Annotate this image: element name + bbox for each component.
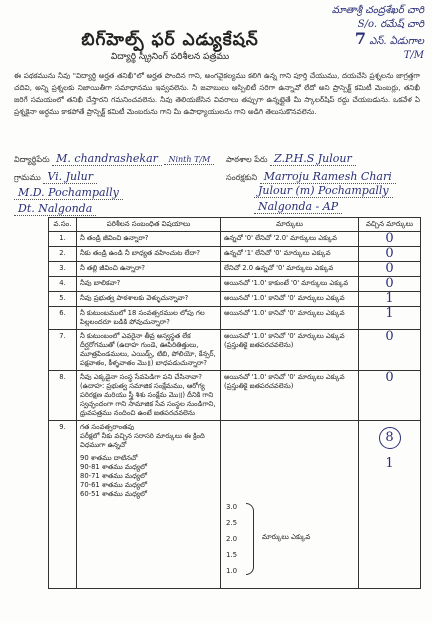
row-number: 3. [49, 262, 77, 277]
top-note-line3: ఎస్. ఏడుగాల [369, 36, 424, 47]
table-row [49, 292, 421, 307]
row-rule: అయినచో '1.0' కానిచో '0' మార్కులు ఎక్కువ [221, 292, 359, 307]
table-row-grades [49, 421, 421, 589]
row-question: నీవు ఎక్కడైనా సంస్థ సేవపెడిగా పని చేసినావా? (ఉదాహ: ప్రభుత్వ సమాజిక సంక్షేమము, ఆరోగ్య పరిరక్షణ మరియు స్త్రీ శిశు సంక్షేమ మొ॥) దీనికి గాని స్వచ్ఛందంగా గాని సామాజిక సేవ సంస్థల నుండిగాని, ధ్రువపత్రము నందించి ఉంటే జతపరచవలెను [77, 371, 221, 421]
grade-option: 90 శాతము దాటినచో [80, 454, 138, 462]
row-number: 8. [49, 371, 77, 421]
handwritten-top-note [332, 4, 424, 63]
parent-value: Marroju Ramesh Chari [260, 170, 396, 184]
row-rule: అయినచో '1.0' కాకుంటే '0' మార్కులు ఎక్కువ [221, 277, 359, 292]
student-name-value: M. chandrashekar [52, 152, 162, 166]
header-marks-rule: మార్కులు [221, 218, 359, 232]
row-rule: అయినచో '1.0' కానిచో '0' మార్కులు ఎక్కువ (ప్రస్తుతికై జతపరచవలెను) [221, 330, 359, 371]
row-question: నీ తల్లి జీవించి ఉన్నారా? [77, 262, 221, 277]
row9-mark-circled: 8 [379, 427, 401, 449]
row-number: 9. [49, 421, 77, 589]
row9-scale-cell [221, 421, 359, 589]
row9-rule: మార్కులు ఎక్కువ [262, 533, 311, 541]
row-mark: 1 [385, 306, 394, 321]
row-mark: 0 [385, 246, 394, 261]
mandal-value: M.D. Pochampally [14, 186, 123, 200]
row-question: నీ కుటుంబంలో ఎవరైనా తీవ్ర అస్వస్థత లేక దీర్ఘరోగముతో (ఉదాహ గుండె, ఊపిరితిత్తులు, మూత్రపిండములు, ఎయిడ్స్, టిబి, పోలియో, కేన్సర్, పక్షవాతం, కీళ్ళవాతం మొ॥) బాధపడుచున్నారా? [77, 330, 221, 371]
row-rule: లేనిచో 2.0 ఉన్నచో '0' మార్కులు ఎక్కువ [221, 262, 359, 277]
row9-mark-cell [359, 421, 421, 589]
grade-option: 70-61 శాతము మధ్యలో [80, 481, 147, 489]
header-question: పరిశీలన సంబంధిత విషయాలు [77, 218, 221, 232]
scale-value: 3.0 [226, 503, 238, 511]
row-rule: ఉన్నచో '0' లేనిచో '2.0' మార్కులు ఎక్కువ [221, 232, 359, 247]
top-note-line2: S/o. రమేష్ చారి [357, 19, 424, 30]
table-row [49, 307, 421, 330]
school-name-label: పాఠశాల పేరు [226, 155, 268, 164]
district-value-2: Nalgonda - AP [254, 200, 342, 214]
row9-question-sub: పరీక్షలో నీకు వచ్చిన సరాసరి మార్కులు ఈ క్రింది విధముగా ఉన్నచో [80, 432, 205, 449]
scale-value: 1.5 [226, 551, 238, 559]
row-number: 2. [49, 247, 77, 262]
top-note-line4: T/M [403, 50, 424, 61]
row-number: 7. [49, 330, 77, 371]
row-mark: 0 [385, 329, 394, 344]
page-title: బిగ్‌హెల్ప్ ఫర్ ఎడ్యుకేషన్ [81, 30, 259, 50]
row-mark: 0 [385, 276, 394, 291]
row-question: నీవు బాలికవా? [77, 277, 221, 292]
district-field [14, 202, 96, 215]
student-name-label: విద్యార్థిపేరు [14, 155, 50, 164]
row9-question [77, 421, 221, 589]
header-marks-obtained: వచ్చిన మార్కులు [359, 218, 421, 232]
row9-mark-final: 1 [385, 456, 394, 471]
header-serial: వ.సం. [49, 218, 77, 232]
row-mark: 0 [385, 261, 394, 276]
school-name-field [226, 152, 356, 166]
row-rule: ఉన్నచో '1' లేనిచో '0' మార్కులు ఎక్కువ [221, 247, 359, 262]
grade-option: 90-81 శాతము మధ్యలో [80, 463, 147, 471]
table-row [49, 262, 421, 277]
district-field-2 [254, 200, 342, 213]
table-header-row [49, 218, 421, 232]
row-number: 5. [49, 292, 77, 307]
scale-value: 1.0 [226, 567, 238, 575]
grade-option: 60-51 శాతము మధ్యలో [80, 490, 147, 498]
row-number: 4. [49, 277, 77, 292]
table-row [49, 247, 421, 262]
page-subtitle: విద్యార్థి స్క్రీనింగ్ పరిశీలన పత్రము [110, 52, 230, 62]
brace-icon [246, 503, 254, 575]
row9-question-title: గత సంవత్సరాంతపు [80, 423, 135, 431]
parent-field [226, 170, 396, 184]
row-number: 6. [49, 307, 77, 330]
row-rule: అయినచో '1.0' కానిచో '0' మార్కులు ఎక్కువ [221, 307, 359, 330]
row-question: నీ తండ్రి జీవించి ఉన్నారా? [77, 232, 221, 247]
row-rule: అయినచో '1.0' కానిచో '0' మార్కులు ఎక్కువ (ప్రస్తుతికై జతపరచవలెను) [221, 371, 359, 421]
top-note-number: 7 [354, 29, 367, 48]
row-mark: 0 [385, 370, 394, 385]
table-row [49, 371, 421, 421]
row-question: నీవు ప్రభుత్వ పాఠశాలకు వెళ్ళుచున్నావా? [77, 292, 221, 307]
row-mark: 1 [385, 291, 394, 306]
grade-option: 80-71 శాతము మధ్యలో [80, 472, 147, 480]
row-mark: 0 [385, 231, 394, 246]
table-row [49, 277, 421, 292]
screening-table [48, 217, 421, 589]
mandal-field-2 [254, 184, 393, 197]
row-number: 1. [49, 232, 77, 247]
district-value: Dt. Nalgonda [14, 202, 96, 216]
mandal-field [14, 186, 123, 199]
scale-value: 2.5 [226, 519, 238, 527]
village-field [14, 170, 97, 184]
instructions-paragraph: ఈ పథకమును నీవు "విద్యార్థి అర్హత తనిఖీ"లో అర్హత పొందిన గాని, అంగవైకల్యము కలిగి ఉన్న గాని పూర్తి చేయుము, దయచేసి ప్రశ్నలను జాగ్రత్తగా చదివి, అన్ని ప్రశ్నలకు నిజాయితీగా సమాధానము ఇవ్వవలెను. నీ జవాబులు ఆస్పిలిటీ సరిగా ఉన్నావో లేదో అని ప్రాస్పెక్ట్ కమిటీ మెంబర్లు, తనిఖీ జరిగే సమయంలో తనిఖీ చేస్తారని గమనించవలెను. నీవు తెలియజేసిన వివరాలు తప్పుగా ఉన్నట్లైతే మీ స్కాలర్‌షిప్ రద్దు చేయబడును. ఒకవేళ ఏ ప్రశ్నకైనా అర్థము కాకపోతే ప్రాస్పెక్ట్ కమిటీ మెంబరును గాని మీ ఉపాధ్యాయులను గాని అడిగి తెలుసుకొనవలెను. [14, 71, 420, 116]
mandal-value-2: Julour (m) Pochampally [254, 184, 393, 198]
village-value: Vi. Julur [43, 170, 97, 184]
row-question: నీ కుటుంబములో 18 సంవత్సరముల లోపు గల పిల్లలందరూ బడికి పోవుచున్నారా? [77, 307, 221, 330]
top-note-line1: మాతాశ్రీ చంద్రశేఖర్ చారి [331, 5, 424, 16]
scale-value: 2.0 [226, 535, 238, 543]
student-name-field [14, 152, 214, 166]
table-row [49, 330, 421, 371]
school-name-value: Z.P.H.S Julour [270, 152, 356, 166]
village-label: గ్రామము [14, 173, 41, 182]
parent-label: సంరక్షకుని [226, 173, 258, 182]
table-row [49, 232, 421, 247]
class-value: Ninth T/M [164, 155, 214, 165]
row-question: నీకు తండ్రి ఉండి నీ బాధ్యత వహించుట లేదా? [77, 247, 221, 262]
